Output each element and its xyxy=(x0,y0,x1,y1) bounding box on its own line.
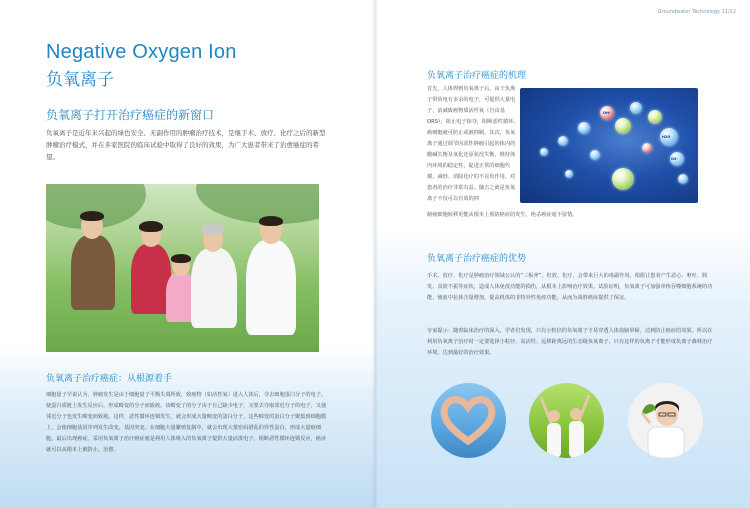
molecule-label-oh: OH- xyxy=(603,111,611,115)
molecule-illustration xyxy=(520,88,698,203)
molecule-label-h2o: H2O xyxy=(662,135,671,139)
section-body-mechanism-tail: 制癌细胞转移更能从根本上预防癌症的发生，绝杀癌症毫不留情。 xyxy=(427,212,578,218)
molecule-label-o2: O2- xyxy=(671,157,678,161)
section-heading-new-window: 负氧离子打开治疗癌症的新窗口 xyxy=(46,108,215,122)
woman-with-leaf-photo xyxy=(628,383,703,458)
section-body-new-window: 负氧离子是近年来兴起的绿色安全、无副作用的肿瘤治疗技术，是继手术、放疗、化疗之后的新型肿瘤治疗模式，并在多家医院的临床试验中取得了良好的效果，为广大患者带来了治愈癌症的希望。 xyxy=(46,129,326,161)
page-fold xyxy=(372,0,378,508)
heart-hands-photo xyxy=(431,383,506,458)
section-body-mechanism: 首先，人体得到负氧离子后，由于负离子带负电有多余的电子，可提供大量电子，消减致癌物质活性氧（自由基ORS），阻止电子掠夺，阻断恶性循环，癌细胞就可防止或被抑制。其次，负氧离子通过调节因恶性肿瘤引起的体内的酸碱失衡及氧化还原状况失衡，维持体内环境的稳定性，促进正常的细胞代谢，减轻、消除化疗的不良负作用，对患者的治疗非常有益。随吉之就是负氧离子不仅可以有效的抑 xyxy=(427,86,519,202)
section-body-advantages: 手术、放疗、化疗是肿瘤治疗领域公认的“三板斧”，但放、化疗，会带来巨大的毒副作用。根据让患者产生恶心、呕吐、脱发、食欲不振等症状，造成人体免疫功能的损伤，从根本上影响治疗效果。试验证明，负氧离子可加强单核吞噬细胞系统的功能，使血中抗体含量增加，提高机体的非特异性免疫功能，从而为战胜癌症提供了保证。 xyxy=(427,273,713,301)
section-body-root-cause: 细胞量子学说认为，肿瘤发生是由于细胞量子平衡失调所致，致癌物（如活性氧）进入人体后，夺去细胞蛋白分子的电子，使蛋白质链上发生反应后，形成畸变的分子而致癌。该畸变了的分子由于自己缺少电子，又要去夺取邻近分子的电子，又使邻近分子也发生畸变而致癌。这样，恶性循环连锁发生，就会形成大量畸变的蛋白分子，这些畸变的蛋白分子聚集到细胞膜上，会使细胞基因序列发生改变，基因突变。在细胞大量繁殖复制中，就会出现大量密码错乱的异性蛋白，形成大量癌细胞。最后出现癌症。采用负氧离子治疗癌症就是利用人体吸入的负氧离子提供大量活泼电子，阻断恶性循环连锁反应，癌症就可以从根本上被防止、治愈。 xyxy=(46,392,327,453)
section-heading-root-cause: 负氧离子治疗癌症：从根源着手 xyxy=(46,374,173,384)
family-photo xyxy=(46,184,319,352)
page-title-cn: 负氧离子 xyxy=(46,70,114,90)
section-body-expert-tip: 专家提示：随着临床治疗的深入，学者们发现，只有小粒径的负氧离子才易穿透人体血脑屏障，达到防止癌症的效果。所以在利用负氧离子治疗时一定要选择小粒径、高活性、远移距离远的生态级负氧离子，只有这样的负离子才能形成负离子森林治疗环境，达到最好的治疗效果。 xyxy=(427,328,713,356)
section-heading-mechanism: 负氧离子治疗癌症的机理 xyxy=(427,71,527,81)
running-head: Groundwater Technology 11/12 xyxy=(657,9,736,15)
stretching-couple-photo xyxy=(529,383,604,458)
page-title-en: Negative Oxygen Ion xyxy=(46,41,237,63)
section-heading-advantages: 负氧离子治疗癌症的优势 xyxy=(427,254,527,264)
